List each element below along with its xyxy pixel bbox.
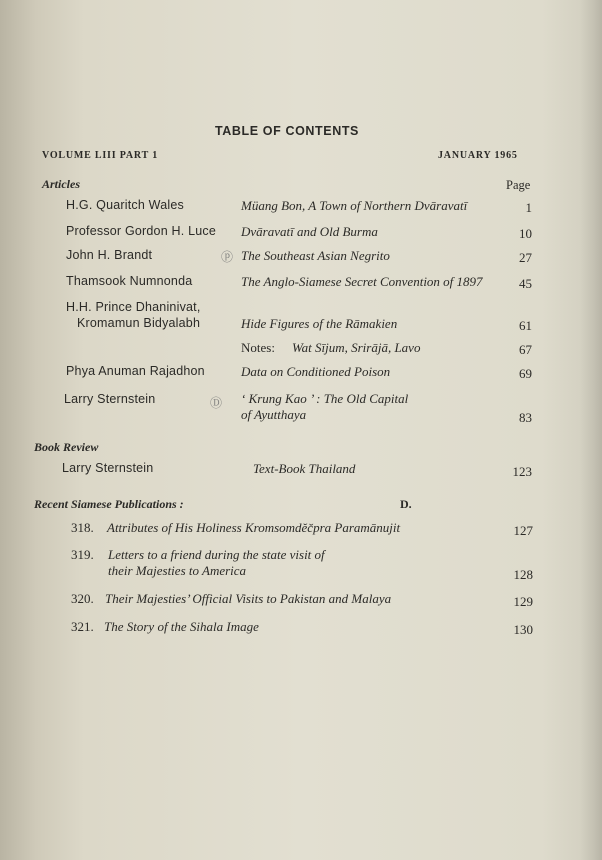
page-number: 10 [519,226,532,241]
author: Professor Gordon H. Luce [66,224,217,238]
article-title: Wat Sījum, Srirājā, Lavo [292,340,421,355]
publication-number: 318. [71,520,94,535]
review-title: Text-Book Thailand [253,461,356,476]
page-number: 127 [513,523,533,538]
author: H.G. Quaritch Wales [66,198,184,212]
author: Thamsook Numnonda [66,274,193,288]
publication-number: 321. [71,619,94,634]
issue-date: JANUARY 1965 [438,150,518,161]
page-number: 61 [519,318,532,333]
article-title: Müang Bon, A Town of Northern Dvāravatī [241,198,468,213]
margin-mark: D. [400,497,412,511]
pencil-mark-icon: Ⓓ [210,396,223,410]
article-title: The Anglo-Siamese Secret Convention of 1897 [241,274,483,289]
notes-label: Notes: [241,340,275,355]
author: H.H. Prince Dhaninivat, [66,300,201,314]
article-title: Data on Conditioned Poison [241,364,391,379]
page-number: 130 [513,622,533,637]
page-number: 67 [519,342,532,357]
article-title-continued: of Ayutthaya [241,407,307,422]
article-title: Hide Figures of the Rāmakien [241,316,398,331]
article-title: Dvāravatī and Old Burma [241,224,378,239]
page-number: 129 [513,594,533,609]
publication-number: 320. [71,591,94,606]
page-column-heading: Page [506,178,531,192]
author: Larry Sternstein [62,461,154,475]
page-number: 123 [512,464,532,479]
author: John H. Brandt [66,248,153,262]
publication-title: Their Majesties’ Official Visits to Pakistan and Malaya [105,591,392,606]
author: Larry Sternstein [64,392,156,406]
book-review-heading: Book Review [34,440,99,454]
publication-title-continued: their Majesties to America [108,563,247,578]
pencil-mark-icon: ⓟ [221,250,234,264]
page-number: 1 [525,200,532,215]
page-number: 45 [519,276,532,291]
author: Phya Anuman Rajadhon [66,364,205,378]
page-number: 27 [519,250,532,265]
publication-title: Attributes of His Holiness Kromsomdĕc̆pra Paramānujit [107,520,401,535]
articles-heading: Articles [42,177,80,191]
publication-number: 319. [71,547,94,562]
page-number: 128 [513,567,533,582]
article-title: The Southeast Asian Negrito [241,248,390,263]
page-title: TABLE OF CONTENTS [215,124,359,138]
publication-title: The Story of the Sihala Image [104,619,259,634]
page-number: 83 [519,410,532,425]
publications-heading: Recent Siamese Publications : [34,497,184,511]
article-title: ‘ Krung Kao ’ : The Old Capital [241,391,409,406]
page-number: 69 [519,366,532,381]
volume-label: VOLUME LIII PART 1 [42,150,158,161]
publication-title: Letters to a friend during the state visit of [108,547,325,562]
author-continued: Kromamun Bidyalabh [77,316,201,330]
page-edge-shadow [580,0,602,860]
